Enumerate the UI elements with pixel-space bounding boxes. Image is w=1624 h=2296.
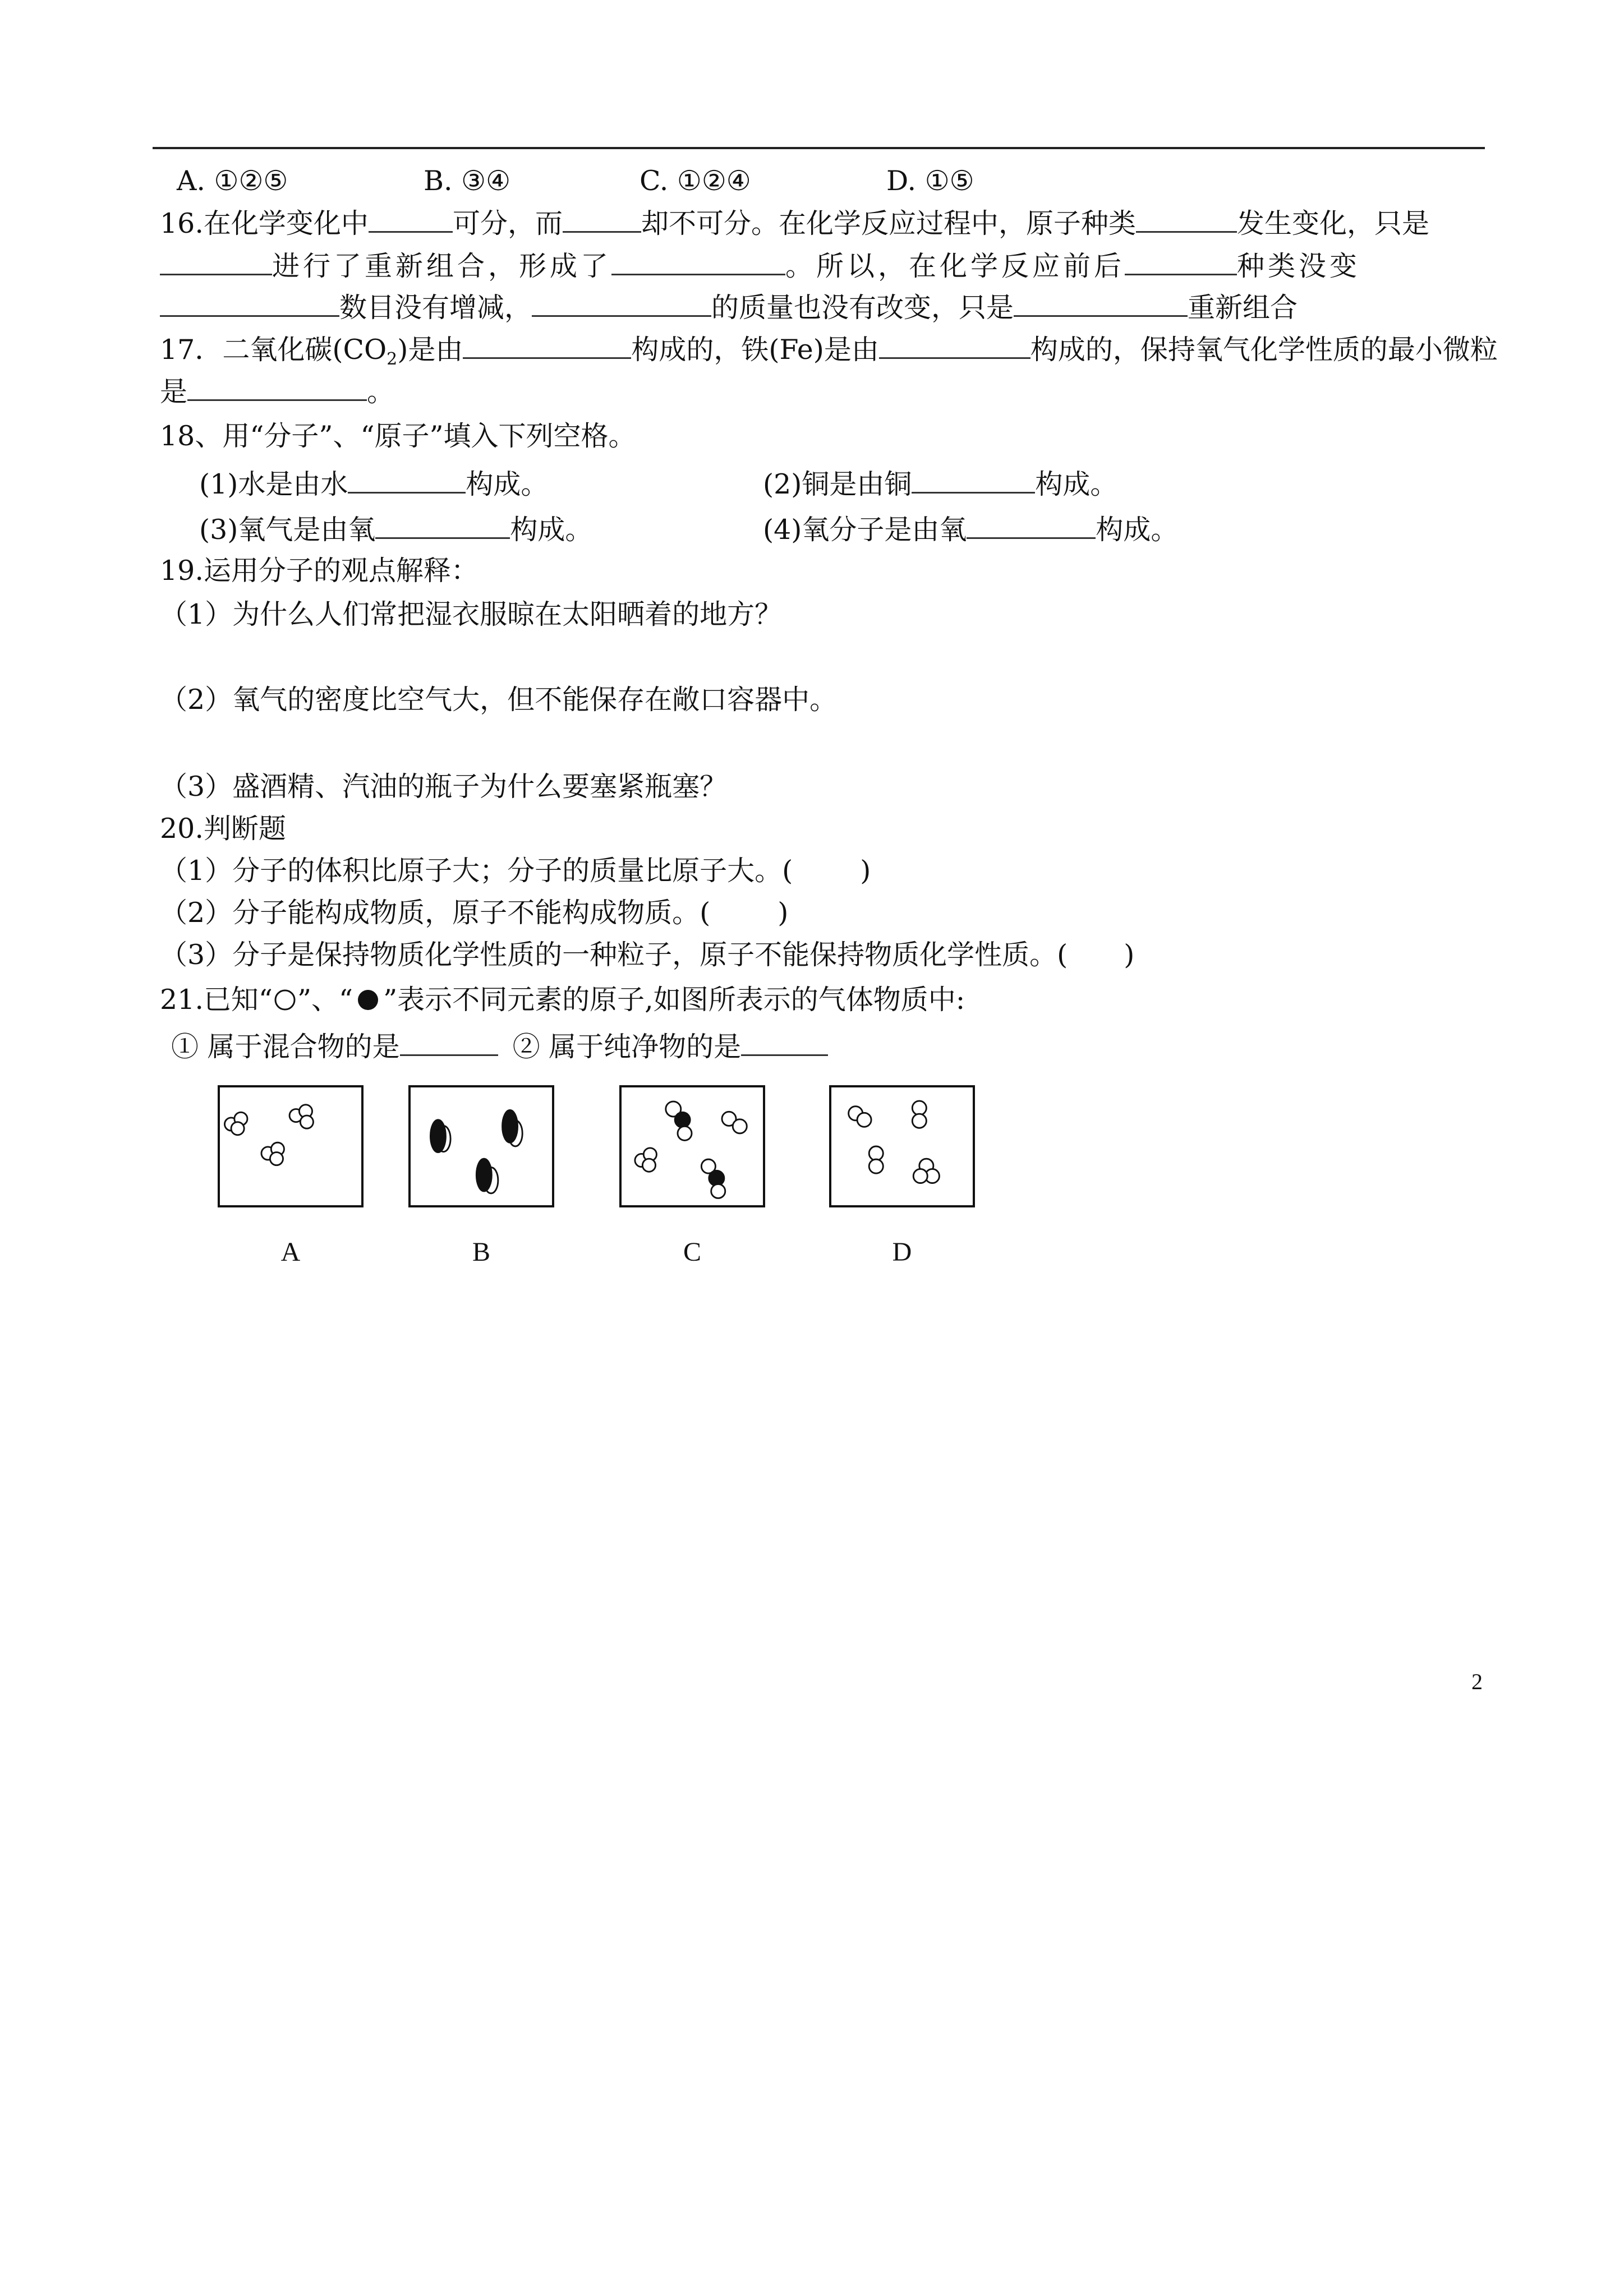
q15-option-b: B. ③④ bbox=[424, 165, 511, 197]
figure-box-b bbox=[408, 1085, 554, 1207]
blank[interactable] bbox=[1014, 287, 1188, 317]
q16-line-3: 数目没有增减， 的质量也没有改变，只是 重新组合 bbox=[160, 287, 1495, 326]
q18-item-1: (1)水是由水 构成。 bbox=[199, 464, 548, 503]
q20-sub-1: （1）分子的体积比原子大；分子的质量比原子大。( ) bbox=[160, 855, 871, 887]
figure-label-b: B bbox=[472, 1237, 490, 1267]
q17-line-1: 17．二氧化碳$(CO_2)$是由 构成的，铁(Fe)是由 构成的，保持氧气化学性质的最小微粒 bbox=[160, 329, 1495, 378]
figure-label-c: C bbox=[683, 1237, 701, 1267]
molecule-figure-c bbox=[622, 1087, 763, 1205]
q15-option-a: A. ①②⑤ bbox=[177, 165, 288, 197]
q20-sub-3: （3）分子是保持物质化学性质的一种粒子，原子不能保持物质化学性质。( ) bbox=[160, 939, 1135, 971]
figure-box-a bbox=[218, 1085, 364, 1207]
q20-sub-2: （2）分子能构成物质，原子不能构成物质。( ) bbox=[160, 897, 789, 929]
q19-sub-2: （2）氧气的密度比空气大，但不能保存在敞口容器中。 bbox=[160, 684, 838, 716]
blank[interactable] bbox=[611, 246, 785, 275]
molecule-figure-b bbox=[411, 1087, 552, 1205]
q16-line-2: 进行了重新组合，形成了 。所以，在化学反应前后 种类没变 bbox=[160, 246, 1495, 285]
figure-label-a: A bbox=[280, 1237, 301, 1267]
black-atom-icon bbox=[353, 988, 383, 1012]
q19-title: 19.运用分子的观点解释： bbox=[160, 555, 479, 587]
q18-item-3: (3)氧气是由氧 构成。 bbox=[199, 509, 592, 548]
q18-item-2: (2)铜是由铜 构成。 bbox=[763, 464, 1117, 503]
q17-line-2: 是 。 bbox=[160, 371, 1495, 411]
blank[interactable] bbox=[160, 246, 272, 275]
blank[interactable] bbox=[1136, 203, 1237, 233]
molecule-figure-a bbox=[220, 1087, 361, 1205]
white-atom-icon bbox=[273, 988, 297, 1012]
blank[interactable] bbox=[160, 287, 339, 317]
q20-title: 20.判断题 bbox=[160, 813, 286, 845]
molecule-figure-d bbox=[831, 1087, 973, 1205]
blank[interactable] bbox=[369, 203, 453, 233]
page-number: 2 bbox=[1471, 1669, 1483, 1694]
blank[interactable] bbox=[563, 203, 641, 233]
blank[interactable] bbox=[187, 371, 367, 401]
q16-line-1: 16.在化学变化中 可分，而 却不可分。在化学反应过程中，原子种类 发生变化，只是 bbox=[160, 203, 1495, 242]
blank[interactable] bbox=[400, 1026, 498, 1056]
q21-title: 21.已知“ ”、“ ”表示不同元素的原子,如图所表示的气体物质中: bbox=[160, 984, 965, 1016]
figure-label-d: D bbox=[892, 1237, 912, 1267]
q19-sub-1: （1）为什么人们常把湿衣服晾在太阳晒着的地方？ bbox=[160, 598, 783, 630]
q19-sub-3: （3）盛酒精、汽油的瓶子为什么要塞紧瓶塞？ bbox=[160, 771, 728, 803]
blank[interactable] bbox=[967, 509, 1096, 539]
blank[interactable] bbox=[532, 287, 711, 317]
q18-item-4: (4)氧分子是由氧 构成。 bbox=[763, 509, 1178, 548]
blank[interactable] bbox=[1125, 246, 1237, 275]
q15-option-c: C. ①②④ bbox=[640, 165, 751, 197]
q15-option-d: D. ①⑤ bbox=[886, 165, 974, 197]
blank[interactable] bbox=[912, 464, 1035, 494]
blank[interactable] bbox=[348, 464, 466, 494]
q18-title: 18、用“分子”、“原子”填入下列空格。 bbox=[160, 420, 636, 452]
blank[interactable] bbox=[741, 1026, 828, 1056]
blank[interactable] bbox=[879, 329, 1030, 359]
blank[interactable] bbox=[375, 509, 510, 539]
header-rule bbox=[153, 147, 1485, 149]
q21-questions: ① 属于混合物的是 ② 属于纯净物的是 bbox=[171, 1026, 1506, 1066]
figure-box-c bbox=[619, 1085, 765, 1207]
blank[interactable] bbox=[463, 329, 631, 359]
figure-box-d bbox=[829, 1085, 975, 1207]
